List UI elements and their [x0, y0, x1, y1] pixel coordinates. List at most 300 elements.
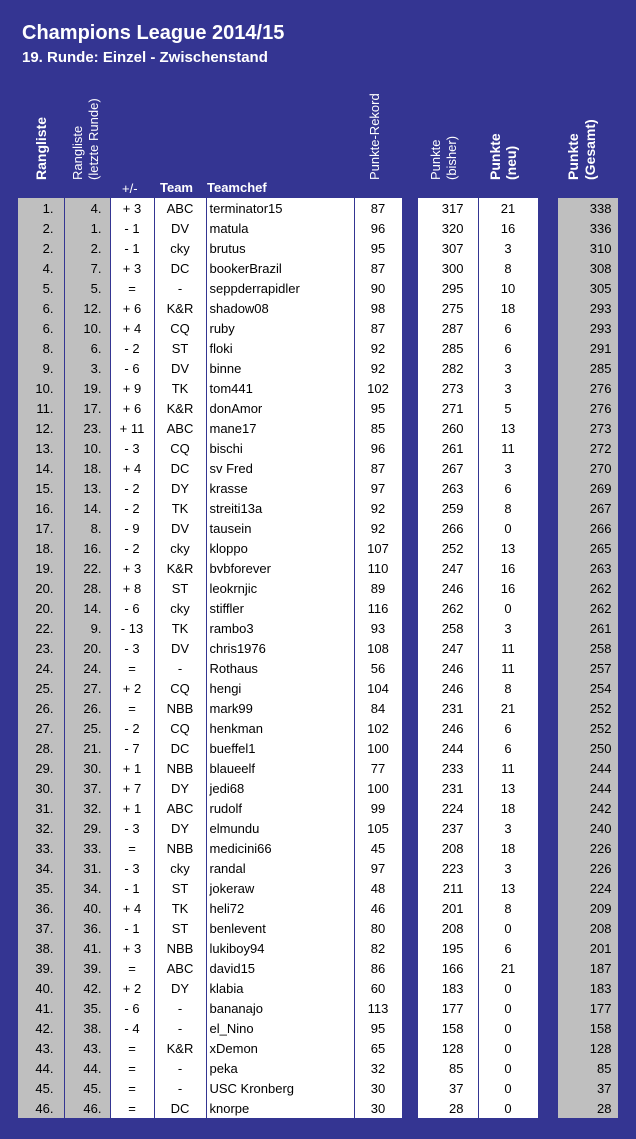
rank-change-cell: - 1	[110, 218, 154, 238]
points-total-cell: 273	[558, 418, 618, 438]
table-row	[18, 918, 618, 938]
points-total-cell: 240	[558, 818, 618, 838]
points-previous-cell: 271	[418, 398, 478, 418]
column-gap	[538, 918, 558, 938]
teamchef-cell: klabia	[206, 978, 354, 998]
points-record-cell: 96	[354, 218, 402, 238]
points-record-cell: 46	[354, 898, 402, 918]
rank-change-cell: + 6	[110, 298, 154, 318]
points-previous-cell: 128	[418, 1038, 478, 1058]
points-record-cell: 116	[354, 598, 402, 618]
column-gap	[538, 938, 558, 958]
rank-cell: 2.	[18, 238, 64, 258]
points-record-cell: 48	[354, 878, 402, 898]
points-new-cell: 11	[478, 438, 538, 458]
previous-rank-cell: 31.	[64, 858, 110, 878]
column-gap	[538, 618, 558, 638]
points-previous-cell: 300	[418, 258, 478, 278]
rank-cell: 46.	[18, 1098, 64, 1118]
points-previous-cell: 233	[418, 758, 478, 778]
points-total-cell: 254	[558, 678, 618, 698]
points-previous-cell: 246	[418, 678, 478, 698]
column-gap	[538, 318, 558, 338]
header-plusminus: +/-	[122, 181, 138, 196]
points-record-cell: 89	[354, 578, 402, 598]
table-row	[18, 378, 618, 398]
column-gap	[538, 958, 558, 978]
points-record-cell: 87	[354, 318, 402, 338]
column-gap	[402, 338, 418, 358]
rank-cell: 37.	[18, 918, 64, 938]
column-gap	[538, 1058, 558, 1078]
column-gap	[538, 218, 558, 238]
points-previous-cell: 195	[418, 938, 478, 958]
points-previous-cell: 246	[418, 578, 478, 598]
table-row	[18, 398, 618, 418]
points-record-cell: 30	[354, 1098, 402, 1118]
teamchef-cell: binne	[206, 358, 354, 378]
teamchef-cell: elmundu	[206, 818, 354, 838]
rank-cell: 8.	[18, 338, 64, 358]
rank-cell: 15.	[18, 478, 64, 498]
team-cell: CQ	[154, 678, 206, 698]
rank-cell: 39.	[18, 958, 64, 978]
column-gap	[538, 758, 558, 778]
points-total-cell: 262	[558, 598, 618, 618]
points-record-cell: 82	[354, 938, 402, 958]
team-cell: ABC	[154, 798, 206, 818]
points-total-cell: 272	[558, 438, 618, 458]
table-row	[18, 338, 618, 358]
rank-change-cell: =	[110, 1078, 154, 1098]
rank-change-cell: + 3	[110, 558, 154, 578]
column-gap	[538, 398, 558, 418]
points-record-cell: 90	[354, 278, 402, 298]
team-cell: K&R	[154, 398, 206, 418]
points-record-cell: 98	[354, 298, 402, 318]
points-record-cell: 100	[354, 778, 402, 798]
teamchef-cell: rambo3	[206, 618, 354, 638]
column-gap	[402, 578, 418, 598]
previous-rank-cell: 6.	[64, 338, 110, 358]
team-cell: -	[154, 1058, 206, 1078]
column-gap	[538, 298, 558, 318]
rank-change-cell: + 11	[110, 418, 154, 438]
points-total-cell: 224	[558, 878, 618, 898]
rank-change-cell: - 3	[110, 858, 154, 878]
column-gap	[402, 1058, 418, 1078]
column-gap	[402, 858, 418, 878]
column-gap	[538, 818, 558, 838]
teamchef-cell: benlevent	[206, 918, 354, 938]
table-row	[18, 878, 618, 898]
column-gap	[538, 578, 558, 598]
points-previous-cell: 231	[418, 778, 478, 798]
team-cell: CQ	[154, 318, 206, 338]
points-new-cell: 3	[478, 358, 538, 378]
points-previous-cell: 317	[418, 198, 478, 218]
previous-rank-cell: 40.	[64, 898, 110, 918]
points-new-cell: 21	[478, 958, 538, 978]
points-total-cell: 308	[558, 258, 618, 278]
points-new-cell: 0	[478, 978, 538, 998]
table-row	[18, 738, 618, 758]
table-row	[18, 458, 618, 478]
teamchef-cell: floki	[206, 338, 354, 358]
points-new-cell: 6	[478, 718, 538, 738]
column-gap	[538, 778, 558, 798]
points-total-cell: 261	[558, 618, 618, 638]
points-previous-cell: 252	[418, 538, 478, 558]
points-previous-cell: 267	[418, 458, 478, 478]
team-cell: cky	[154, 858, 206, 878]
previous-rank-cell: 39.	[64, 958, 110, 978]
team-cell: -	[154, 998, 206, 1018]
points-new-cell: 16	[478, 558, 538, 578]
table-row	[18, 898, 618, 918]
previous-rank-cell: 21.	[64, 738, 110, 758]
rank-cell: 36.	[18, 898, 64, 918]
points-new-cell: 11	[478, 658, 538, 678]
rank-change-cell: - 4	[110, 1018, 154, 1038]
column-gap	[538, 358, 558, 378]
teamchef-cell: krasse	[206, 478, 354, 498]
rank-change-cell: - 1	[110, 878, 154, 898]
points-record-cell: 92	[354, 338, 402, 358]
points-record-cell: 65	[354, 1038, 402, 1058]
points-total-cell: 265	[558, 538, 618, 558]
header-teamchef: Teamchef	[207, 180, 267, 195]
table-row	[18, 1098, 618, 1118]
column-gap	[402, 1038, 418, 1058]
teamchef-cell: xDemon	[206, 1038, 354, 1058]
column-gap	[402, 198, 418, 218]
table-row	[18, 598, 618, 618]
points-new-cell: 21	[478, 698, 538, 718]
points-total-cell: 310	[558, 238, 618, 258]
column-gap	[402, 518, 418, 538]
team-cell: DV	[154, 358, 206, 378]
previous-rank-cell: 41.	[64, 938, 110, 958]
points-new-cell: 6	[478, 478, 538, 498]
previous-rank-cell: 25.	[64, 718, 110, 738]
points-previous-cell: 266	[418, 518, 478, 538]
column-gap	[538, 718, 558, 738]
points-new-cell: 3	[478, 618, 538, 638]
table-row	[18, 558, 618, 578]
points-record-cell: 97	[354, 478, 402, 498]
table-row	[18, 1038, 618, 1058]
points-new-cell: 0	[478, 1018, 538, 1038]
team-cell: TK	[154, 378, 206, 398]
points-previous-cell: 224	[418, 798, 478, 818]
previous-rank-cell: 36.	[64, 918, 110, 938]
teamchef-cell: heli72	[206, 898, 354, 918]
table-row	[18, 938, 618, 958]
points-new-cell: 8	[478, 898, 538, 918]
teamchef-cell: kloppo	[206, 538, 354, 558]
column-gap	[538, 458, 558, 478]
points-new-cell: 0	[478, 518, 538, 538]
standings-table	[18, 198, 619, 1118]
column-gap	[538, 238, 558, 258]
teamchef-cell: hengi	[206, 678, 354, 698]
points-record-cell: 92	[354, 518, 402, 538]
rank-change-cell: =	[110, 278, 154, 298]
team-cell: ABC	[154, 958, 206, 978]
table-row	[18, 438, 618, 458]
rank-change-cell: + 8	[110, 578, 154, 598]
table-row	[18, 1018, 618, 1038]
rank-cell: 22.	[18, 618, 64, 638]
points-previous-cell: 275	[418, 298, 478, 318]
teamchef-cell: tausein	[206, 518, 354, 538]
rank-change-cell: - 3	[110, 438, 154, 458]
table-row	[18, 1078, 618, 1098]
table-row	[18, 978, 618, 998]
points-previous-cell: 183	[418, 978, 478, 998]
team-cell: DV	[154, 218, 206, 238]
team-cell: TK	[154, 898, 206, 918]
rank-change-cell: - 6	[110, 598, 154, 618]
points-total-cell: 269	[558, 478, 618, 498]
column-gap	[402, 438, 418, 458]
previous-rank-cell: 7.	[64, 258, 110, 278]
points-previous-cell: 260	[418, 418, 478, 438]
points-new-cell: 13	[478, 538, 538, 558]
rank-cell: 31.	[18, 798, 64, 818]
teamchef-cell: medicini66	[206, 838, 354, 858]
column-gap	[402, 238, 418, 258]
rank-cell: 43.	[18, 1038, 64, 1058]
table-row	[18, 258, 618, 278]
page-subtitle: 19. Runde: Einzel - Zwischenstand	[22, 49, 268, 66]
column-gap	[402, 818, 418, 838]
points-new-cell: 6	[478, 738, 538, 758]
column-gap	[402, 478, 418, 498]
points-previous-cell: 237	[418, 818, 478, 838]
rank-cell: 40.	[18, 978, 64, 998]
points-previous-cell: 158	[418, 1018, 478, 1038]
points-new-cell: 0	[478, 1078, 538, 1098]
team-cell: DY	[154, 778, 206, 798]
points-new-cell: 8	[478, 258, 538, 278]
points-new-cell: 0	[478, 918, 538, 938]
rank-change-cell: =	[110, 1058, 154, 1078]
points-record-cell: 104	[354, 678, 402, 698]
points-previous-cell: 231	[418, 698, 478, 718]
previous-rank-cell: 2.	[64, 238, 110, 258]
teamchef-cell: bueffel1	[206, 738, 354, 758]
points-total-cell: 276	[558, 378, 618, 398]
previous-rank-cell: 26.	[64, 698, 110, 718]
column-gap	[538, 858, 558, 878]
column-gap	[402, 538, 418, 558]
points-new-cell: 8	[478, 678, 538, 698]
points-new-cell: 13	[478, 778, 538, 798]
rank-change-cell: - 6	[110, 998, 154, 1018]
table-row	[18, 858, 618, 878]
rank-change-cell: + 7	[110, 778, 154, 798]
points-record-cell: 87	[354, 198, 402, 218]
column-gap	[402, 458, 418, 478]
team-cell: TK	[154, 498, 206, 518]
points-record-cell: 95	[354, 398, 402, 418]
table-row	[18, 518, 618, 538]
rank-cell: 18.	[18, 538, 64, 558]
column-gap	[402, 658, 418, 678]
rank-change-cell: + 1	[110, 758, 154, 778]
points-new-cell: 3	[478, 238, 538, 258]
team-cell: cky	[154, 598, 206, 618]
team-cell: DY	[154, 978, 206, 998]
table-row	[18, 318, 618, 338]
points-total-cell: 209	[558, 898, 618, 918]
points-previous-cell: 177	[418, 998, 478, 1018]
points-new-cell: 13	[478, 418, 538, 438]
column-gap	[538, 1098, 558, 1118]
points-previous-cell: 263	[418, 478, 478, 498]
teamchef-cell: sv Fred	[206, 458, 354, 478]
column-gap	[538, 538, 558, 558]
points-total-cell: 37	[558, 1078, 618, 1098]
rank-change-cell: + 9	[110, 378, 154, 398]
teamchef-cell: terminator15	[206, 198, 354, 218]
rank-change-cell: - 1	[110, 918, 154, 938]
column-gap	[402, 1078, 418, 1098]
previous-rank-cell: 14.	[64, 498, 110, 518]
column-gap	[538, 738, 558, 758]
table-row	[18, 278, 618, 298]
points-previous-cell: 247	[418, 558, 478, 578]
header-team: Team	[160, 180, 193, 195]
rank-change-cell: =	[110, 658, 154, 678]
rank-cell: 44.	[18, 1058, 64, 1078]
column-gap	[402, 618, 418, 638]
points-new-cell: 16	[478, 218, 538, 238]
rank-change-cell: + 4	[110, 898, 154, 918]
team-cell: ST	[154, 578, 206, 598]
points-new-cell: 3	[478, 378, 538, 398]
table-row	[18, 238, 618, 258]
points-record-cell: 84	[354, 698, 402, 718]
column-gap	[402, 898, 418, 918]
previous-rank-cell: 14.	[64, 598, 110, 618]
rank-change-cell: - 9	[110, 518, 154, 538]
team-cell: TK	[154, 618, 206, 638]
rank-change-cell: - 6	[110, 358, 154, 378]
teamchef-cell: blaueelf	[206, 758, 354, 778]
previous-rank-cell: 20.	[64, 638, 110, 658]
table-row	[18, 718, 618, 738]
column-gap	[538, 258, 558, 278]
points-total-cell: 270	[558, 458, 618, 478]
points-record-cell: 92	[354, 498, 402, 518]
points-total-cell: 244	[558, 778, 618, 798]
points-total-cell: 285	[558, 358, 618, 378]
table-row	[18, 778, 618, 798]
points-record-cell: 92	[354, 358, 402, 378]
points-total-cell: 276	[558, 398, 618, 418]
teamchef-cell: peka	[206, 1058, 354, 1078]
previous-rank-cell: 32.	[64, 798, 110, 818]
teamchef-cell: rudolf	[206, 798, 354, 818]
points-new-cell: 8	[478, 498, 538, 518]
points-previous-cell: 28	[418, 1098, 478, 1118]
column-gap	[402, 218, 418, 238]
table-row	[18, 538, 618, 558]
rank-change-cell: + 3	[110, 938, 154, 958]
previous-rank-cell: 16.	[64, 538, 110, 558]
points-record-cell: 107	[354, 538, 402, 558]
previous-rank-cell: 8.	[64, 518, 110, 538]
table-row	[18, 698, 618, 718]
team-cell: cky	[154, 238, 206, 258]
team-cell: NBB	[154, 698, 206, 718]
teamchef-cell: brutus	[206, 238, 354, 258]
team-cell: ST	[154, 338, 206, 358]
column-gap	[402, 938, 418, 958]
team-cell: DC	[154, 738, 206, 758]
column-gap	[402, 318, 418, 338]
column-gap	[538, 518, 558, 538]
points-record-cell: 80	[354, 918, 402, 938]
previous-rank-cell: 42.	[64, 978, 110, 998]
rank-change-cell: =	[110, 1038, 154, 1058]
column-gap	[538, 898, 558, 918]
rank-cell: 28.	[18, 738, 64, 758]
rank-change-cell: =	[110, 698, 154, 718]
rank-cell: 35.	[18, 878, 64, 898]
rank-change-cell: - 2	[110, 718, 154, 738]
previous-rank-cell: 17.	[64, 398, 110, 418]
points-total-cell: 252	[558, 698, 618, 718]
rank-change-cell: - 3	[110, 638, 154, 658]
table-row	[18, 198, 618, 218]
team-cell: DC	[154, 458, 206, 478]
previous-rank-cell: 9.	[64, 618, 110, 638]
rank-change-cell: - 13	[110, 618, 154, 638]
table-row	[18, 958, 618, 978]
points-previous-cell: 223	[418, 858, 478, 878]
previous-rank-cell: 24.	[64, 658, 110, 678]
points-total-cell: 183	[558, 978, 618, 998]
teamchef-cell: henkman	[206, 718, 354, 738]
rank-cell: 12.	[18, 418, 64, 438]
column-gap	[538, 698, 558, 718]
points-total-cell: 267	[558, 498, 618, 518]
previous-rank-cell: 28.	[64, 578, 110, 598]
team-cell: DY	[154, 818, 206, 838]
points-new-cell: 11	[478, 638, 538, 658]
points-total-cell: 293	[558, 318, 618, 338]
rank-change-cell: + 3	[110, 258, 154, 278]
rank-change-cell: - 2	[110, 478, 154, 498]
previous-rank-cell: 18.	[64, 458, 110, 478]
table-row	[18, 678, 618, 698]
points-new-cell: 13	[478, 878, 538, 898]
previous-rank-cell: 34.	[64, 878, 110, 898]
points-total-cell: 201	[558, 938, 618, 958]
rank-cell: 17.	[18, 518, 64, 538]
column-gap	[538, 1038, 558, 1058]
points-total-cell: 338	[558, 198, 618, 218]
previous-rank-cell: 10.	[64, 318, 110, 338]
rank-cell: 14.	[18, 458, 64, 478]
rank-cell: 26.	[18, 698, 64, 718]
points-total-cell: 226	[558, 838, 618, 858]
teamchef-cell: mark99	[206, 698, 354, 718]
